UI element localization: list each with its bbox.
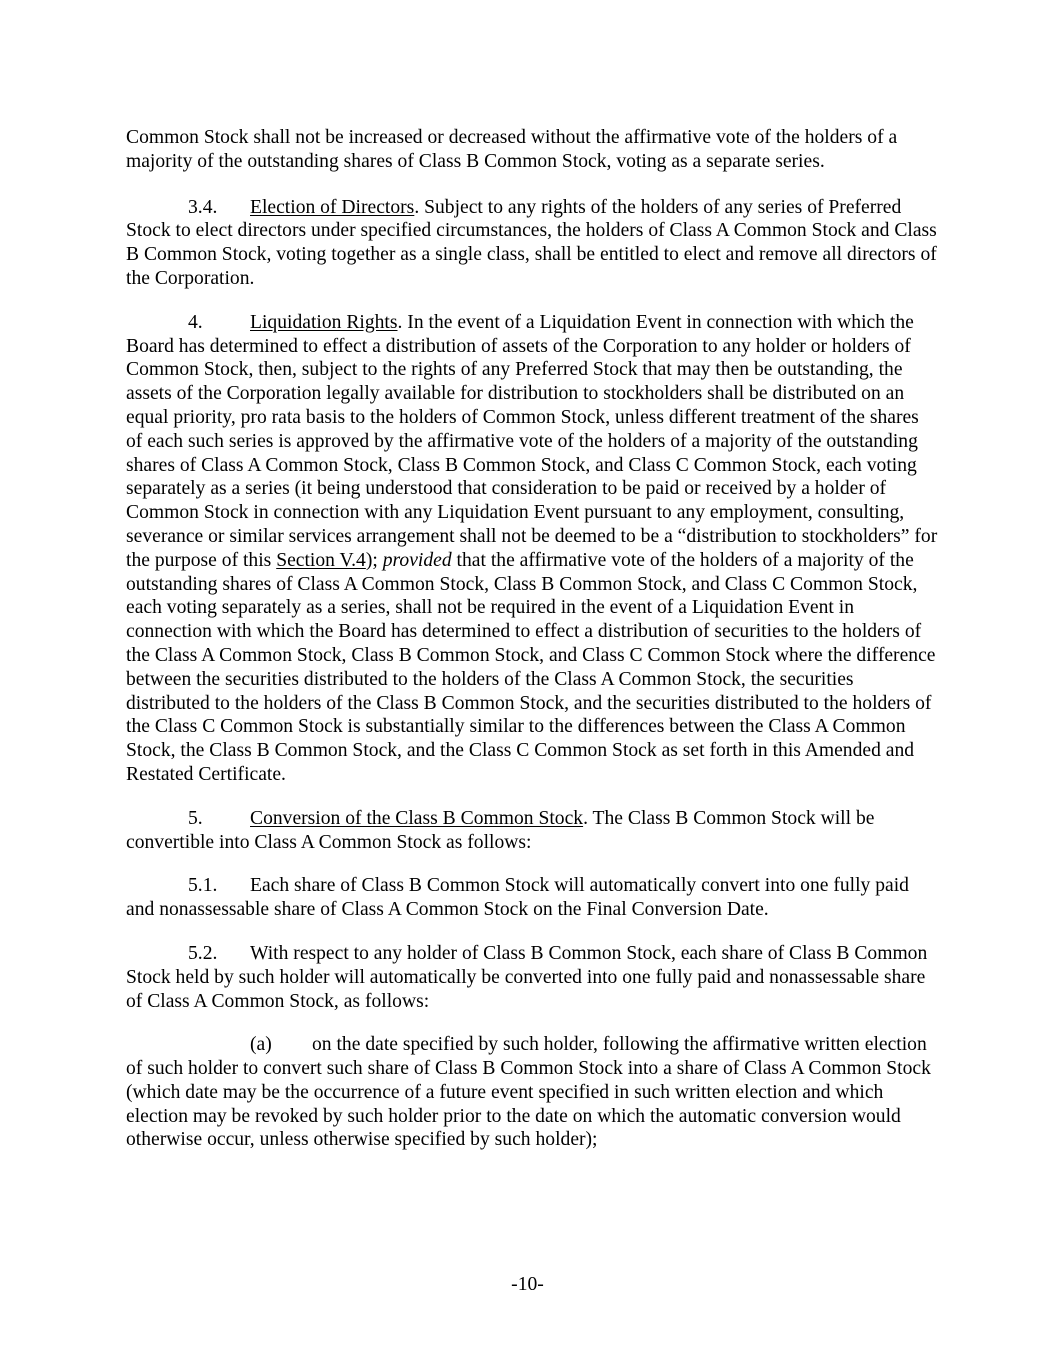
section-number: 5.1. bbox=[188, 875, 218, 897]
section-heading: Liquidation Rights bbox=[250, 311, 398, 333]
document-body bbox=[126, 126, 938, 1172]
section-number: 5. bbox=[188, 807, 203, 829]
section-text: . In the event of a Liquidation Event in connection with which the Board has determined to effect a distribution of assets of the Corporation to any holder or holders of Common Stock, then, subject to the rights of any Preferred Stock that may then be outstanding, the assets of the Corporation legally available for distribution to stockholders shall be distributed on an equal priority, pro rata basis to the holders of Common Stock, unless different treatment of the shares of each such series is approved by the affirmative vote of the holders of a majority of the outstanding shares of Class A Common Stock, Class B Common Stock, and Class C Common Stock, each voting separately as a series (it being understood that consideration to be paid or received by a holder of Common Stock in connection with any Liquidation Event pursuant to any employment, consulting, severance or similar services arrangement shall not be deemed to be a “distribution to stockholders” for the purpose of this bbox=[126, 311, 938, 571]
section-text: . Subject to any rights of the holders of any series of Preferred Stock to elect directors under specified circumstances, the holders of Class A Common Stock and Class B Common Stock, voting together as a single class, shall be entitled to elect and remove all directors of the Corporation. bbox=[126, 196, 937, 289]
section-3-4 bbox=[126, 196, 938, 291]
section-5-2-a bbox=[126, 1033, 938, 1152]
section-number: 5.2. bbox=[188, 942, 218, 964]
section-heading: Conversion of the Class B Common Stock bbox=[250, 807, 584, 829]
section-text: on the date specified by such holder, following the affirmative written election of such holder to convert such share of Class B Common Stock into a share of Class A Common Stock (which date may be the occurrence of a future event specified in such written election and which election may be revoked by such holder prior to the date on which the automatic conversion would otherwise occur, unless otherwise specified by such holder); bbox=[126, 1034, 931, 1151]
section-text: that the affirmative vote of the holders of a majority of the outstanding shares of Class A Common Stock, Class B Common Stock, and Class C Common Stock, each voting separately as a series, shall not be required in the event of a Liquidation Event in connection with which the Board has determined to effect a distribution of securities to the holders of the Class A Common Stock, Class B Common Stock, and Class C Common Stock where the difference between the securities distributed to the holders of the Class A Common Stock, the securities distributed to the holders of the Class B Common Stock, and the securities distributed to the holders of the Class C Common Stock is substantially similar to the differences between the Class A Common Stock, the Class B Common Stock, and the Class C Common Stock as set forth in this Amended and Restated Certificate. bbox=[126, 549, 936, 785]
section-text: ); bbox=[365, 549, 378, 571]
section-text: With respect to any holder of Class B Common Stock, each share of Class B Common Stock held by such holder will automatically be converted into one fully paid and nonassessable share of Class A Common Stock, as follows: bbox=[126, 942, 928, 1012]
section-text: Each share of Class B Common Stock will automatically convert into one fully paid and nonassessable share of Class A Common Stock on the Final Conversion Date. bbox=[126, 875, 909, 921]
section-5 bbox=[126, 807, 938, 855]
section-number: 3.4. bbox=[188, 196, 218, 218]
section-5-2 bbox=[126, 942, 938, 1013]
section-5-1 bbox=[126, 874, 938, 922]
section-text: . The Class B Common Stock will be convertible into Class A Common Stock as follows: bbox=[126, 807, 875, 853]
paragraph-continuation: Common Stock shall not be increased or decreased without the affirmative vote of the holders of a majority of the outstanding shares of Class B Common Stock, voting as a separate series. bbox=[126, 127, 898, 172]
section-number: 4. bbox=[188, 311, 203, 333]
provided-term: provided bbox=[382, 549, 452, 571]
section-reference: Section V.4 bbox=[276, 549, 366, 571]
section-heading: Election of Directors bbox=[250, 196, 415, 218]
section-4 bbox=[126, 311, 938, 787]
section-number: (a) bbox=[250, 1034, 272, 1056]
page-number: -10- bbox=[511, 1274, 544, 1295]
